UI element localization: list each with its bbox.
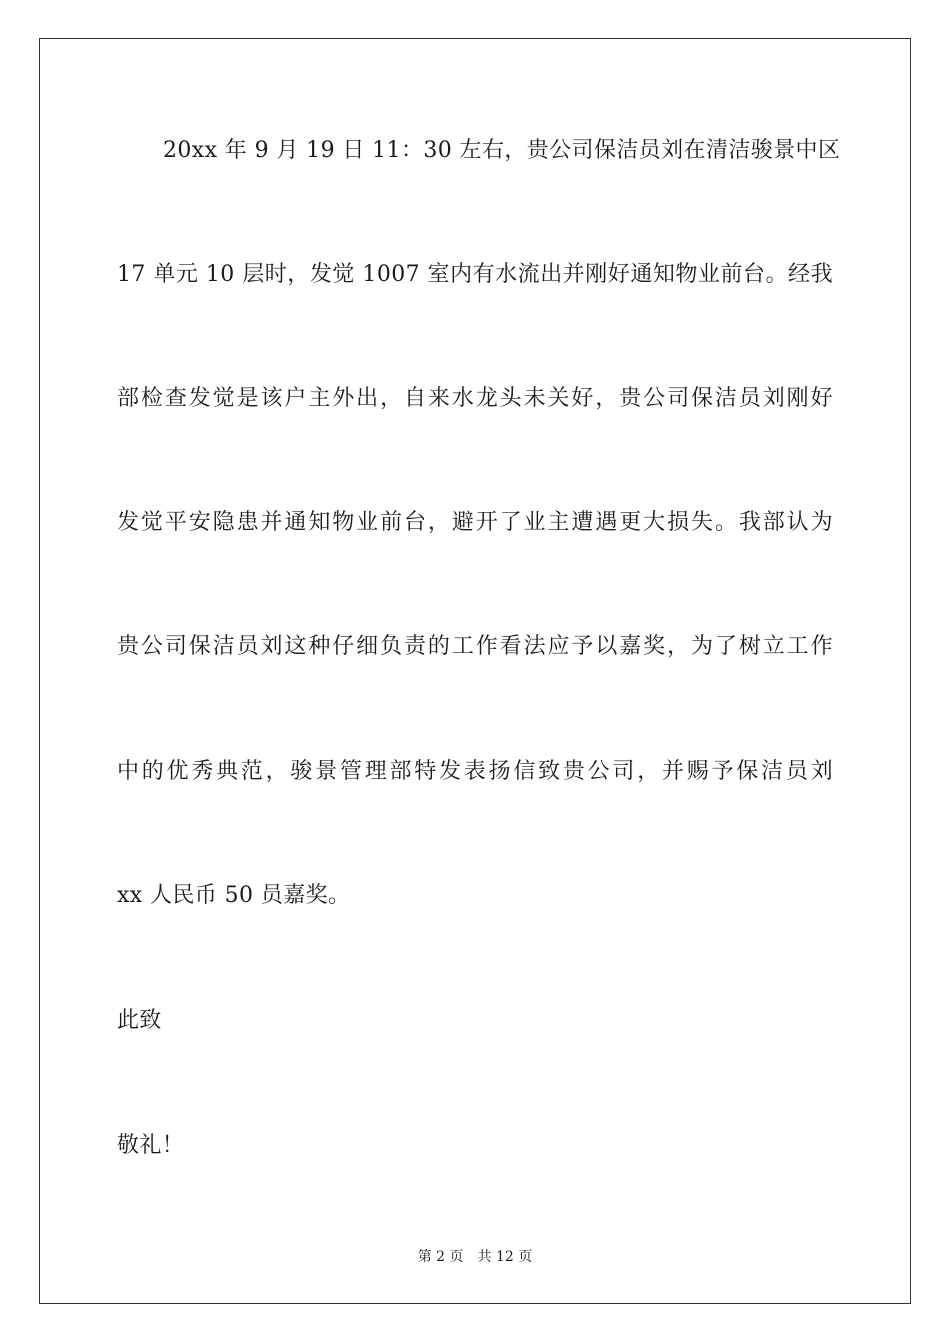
closing-regards: 敬礼！ — [117, 1133, 185, 1158]
body-line-5: 贵公司保洁员刘这种仔细负责的工作看法应予以嘉奖，为了树立工作 — [117, 634, 833, 659]
body-line-2: 17 单元 10 层时，发觉 1007 室内有水流出并刚好通知物业前台。经我 — [117, 262, 833, 287]
body-line-1: 20xx 年 9 月 19 日 11：30 左右，贵公司保洁员刘在清洁骏景中区 — [163, 138, 841, 163]
body-line-3: 部检查发觉是该户主外出，自来水龙头未关好，贵公司保洁员刘刚好 — [117, 386, 833, 411]
closing-salutation: 此致 — [117, 1008, 162, 1033]
page-number: 第 2 页 — [417, 1249, 464, 1265]
body-line-6: 中的优秀典范，骏景管理部特发表扬信致贵公司，并赐予保洁员刘 — [117, 759, 833, 784]
body-line-4: 发觉平安隐患并通知物业前台，避开了业主遭遇更大损失。我部认为 — [117, 510, 833, 535]
page-footer — [0, 1248, 950, 1266]
page-total: 共 12 页 — [477, 1249, 533, 1265]
page-border — [39, 38, 911, 1304]
body-line-7: xx 人民币 50 员嘉奖。 — [117, 883, 351, 908]
